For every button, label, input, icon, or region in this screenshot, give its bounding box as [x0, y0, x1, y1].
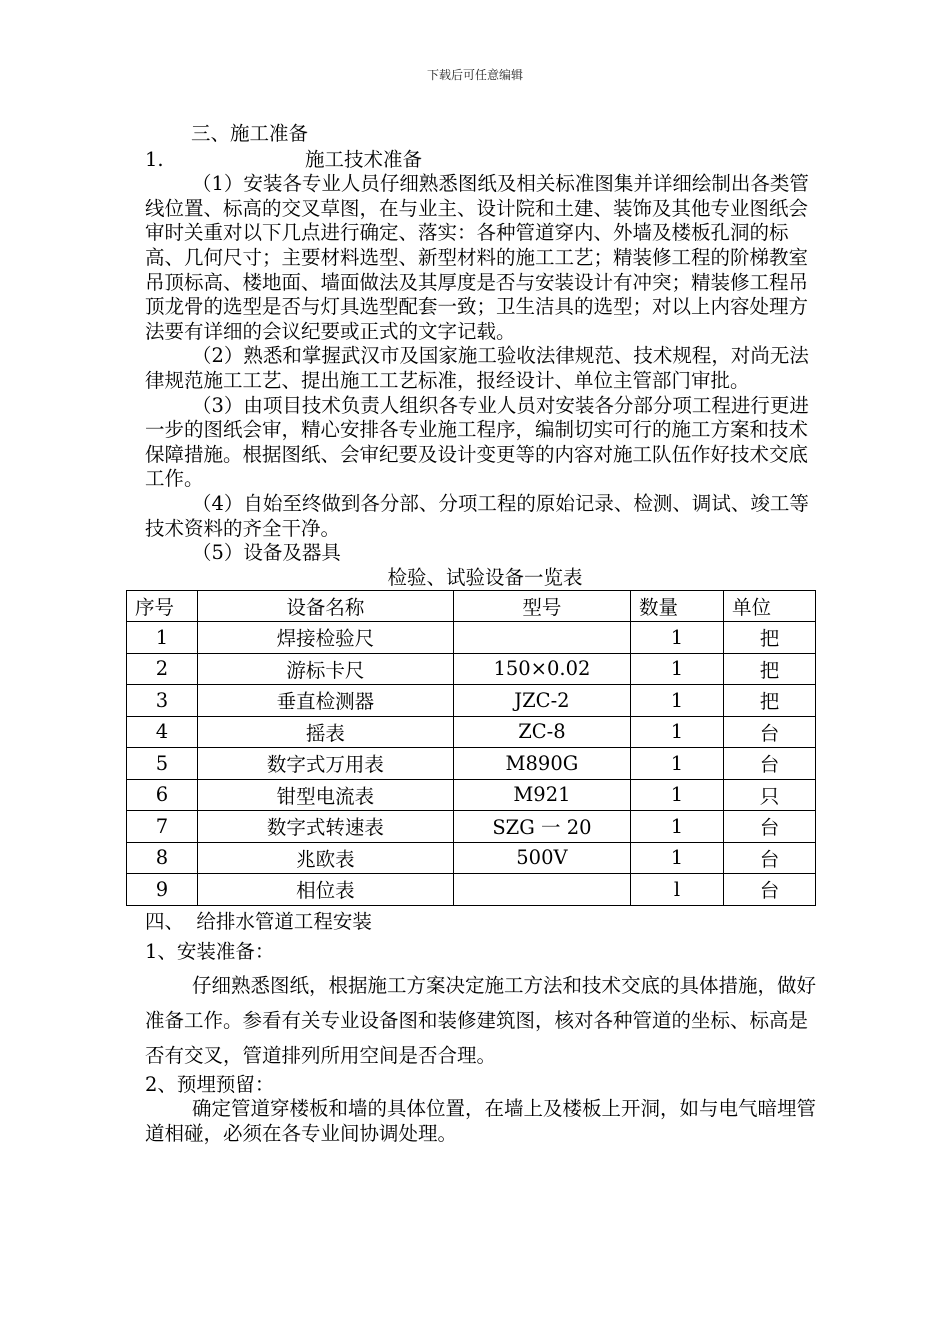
- cell-quantity: 1: [631, 748, 724, 780]
- cell-model: [453, 622, 630, 654]
- cell-unit: 只: [723, 779, 815, 811]
- cell-quantity: 1: [631, 842, 724, 874]
- table-row: [127, 716, 816, 748]
- equipment-table: [126, 590, 816, 906]
- cell-unit: 台: [723, 748, 815, 780]
- subsection-4-2-paragraph: 确定管道穿楼板和墙的具体位置，在墙上及楼板上开洞，如与电气暗埋管道相碰，必须在各专业间协调处理。: [145, 1097, 817, 1146]
- header-unit: 单位: [723, 590, 815, 622]
- cell-model: JZC-2: [453, 685, 630, 717]
- cell-model: ZC-8: [453, 716, 630, 748]
- table-row: [127, 685, 816, 717]
- cell-quantity: 1: [631, 653, 724, 685]
- cell-name: 数字式万用表: [197, 748, 453, 780]
- subsection-4-1-paragraph: 仔细熟悉图纸，根据施工方案决定施工方法和技术交底的具体措施，做好准备工作。参看有关专业设备图和装修建筑图，核对各种管道的坐标、标高是否有交叉，管道排列所用空间是否合理。: [145, 973, 817, 1067]
- cell-name: 垂直检测器: [197, 685, 453, 717]
- table-row: [127, 748, 816, 780]
- header-name: 设备名称: [197, 590, 453, 622]
- cell-quantity: 1: [631, 779, 724, 811]
- cell-name: 焊接检验尺: [197, 622, 453, 654]
- document-body: [135, 122, 825, 1147]
- cell-name: 相位表: [197, 874, 453, 906]
- cell-name: 兆欧表: [197, 842, 453, 874]
- paragraph-3: （3）由项目技术负责人组织各专业人员对安装各分部分项工程进行更进一步的图纸会审，精心安排各专业施工程序，编制切实可行的施工方案和技术保障措施。根据图纸、会审纪要及设计变更等的内容对施工队伍作好技术交底工作。: [145, 393, 809, 491]
- cell-index: 1: [127, 622, 198, 654]
- paragraph-5: （5）设备及器具: [192, 541, 341, 565]
- cell-quantity: l: [631, 874, 724, 906]
- cell-unit: 台: [723, 874, 815, 906]
- cell-index: 9: [127, 874, 198, 906]
- table-caption: 检验、试验设备一览表: [387, 565, 583, 589]
- table-row: [127, 779, 816, 811]
- paragraph-4: （4）自始至终做到各分部、分项工程的原始记录、检测、调试、竣工等技术资料的齐全干净。: [145, 491, 809, 540]
- subsection-4-1-title: 1、安装准备：: [145, 940, 275, 964]
- cell-quantity: 1: [631, 685, 724, 717]
- table-header-row: [127, 590, 816, 622]
- cell-quantity: 1: [631, 622, 724, 654]
- table-row: [127, 842, 816, 874]
- cell-index: 7: [127, 811, 198, 843]
- cell-name: 数字式转速表: [197, 811, 453, 843]
- table-row: [127, 811, 816, 843]
- cell-model: M921: [453, 779, 630, 811]
- subsection-1-title: 施工技术准备: [305, 147, 423, 171]
- cell-unit: 台: [723, 716, 815, 748]
- cell-name: 钳型电流表: [197, 779, 453, 811]
- paragraph-1: （1）安装各专业人员仔细熟悉图纸及相关标准图集并详细绘制出各类管线位置、标高的交叉草图，在与业主、设计院和土建、装饰及其他专业图纸会审时关重对以下几点进行确定、落实：各种管道穿内、外墙及楼板孔洞的标高、几何尺寸；主要材料选型、新型材料的施工工艺；精装修工程的阶梯教室吊顶标高、楼地面、墙面做法及其厚度是否与安装设计有冲突；精装修工程吊顶龙骨的选型是否与灯具选型配套一致；卫生洁具的选型；对以上内容处理方法要有详细的会议纪要或正式的文字记载。: [145, 172, 809, 343]
- cell-model: 150×0.02: [453, 653, 630, 685]
- cell-index: 5: [127, 748, 198, 780]
- header-index: 序号: [127, 590, 198, 622]
- cell-unit: 台: [723, 842, 815, 874]
- cell-index: 8: [127, 842, 198, 874]
- cell-quantity: 1: [631, 811, 724, 843]
- cell-index: 6: [127, 779, 198, 811]
- cell-model: M890G: [453, 748, 630, 780]
- subsection-1-heading: [145, 148, 825, 173]
- cell-unit: 把: [723, 653, 815, 685]
- cell-model: SZG 一 20: [453, 811, 630, 843]
- cell-index: 4: [127, 716, 198, 748]
- page-header: 下载后可任意编辑: [426, 68, 523, 82]
- cell-index: 2: [127, 653, 198, 685]
- section-3-title: 三、施工准备: [191, 122, 309, 145]
- table-row: [127, 622, 816, 654]
- subsection-1-number: 1.: [145, 147, 164, 171]
- header-model: 型号: [453, 590, 630, 622]
- table-row: [127, 874, 816, 906]
- paragraph-2: （2）熟悉和掌握武汉市及国家施工验收法律规范、技术规程，对尚无法律规范施工工艺、提出施工工艺标准，报经设计、单位主管部门审批。: [145, 344, 809, 392]
- cell-unit: 把: [723, 685, 815, 717]
- cell-model: 500V: [453, 842, 630, 874]
- cell-unit: 把: [723, 622, 815, 654]
- section-4-title: 四、 给排水管道工程安装: [145, 909, 372, 933]
- table-row: [127, 653, 816, 685]
- subsection-4-2-title: 2、预埋预留：: [145, 1072, 275, 1096]
- cell-name: 游标卡尺: [197, 653, 453, 685]
- header-quantity: 数量: [631, 590, 724, 622]
- cell-name: 摇表: [197, 716, 453, 748]
- cell-index: 3: [127, 685, 198, 717]
- cell-unit: 台: [723, 811, 815, 843]
- cell-quantity: 1: [631, 716, 724, 748]
- cell-model: [453, 874, 630, 906]
